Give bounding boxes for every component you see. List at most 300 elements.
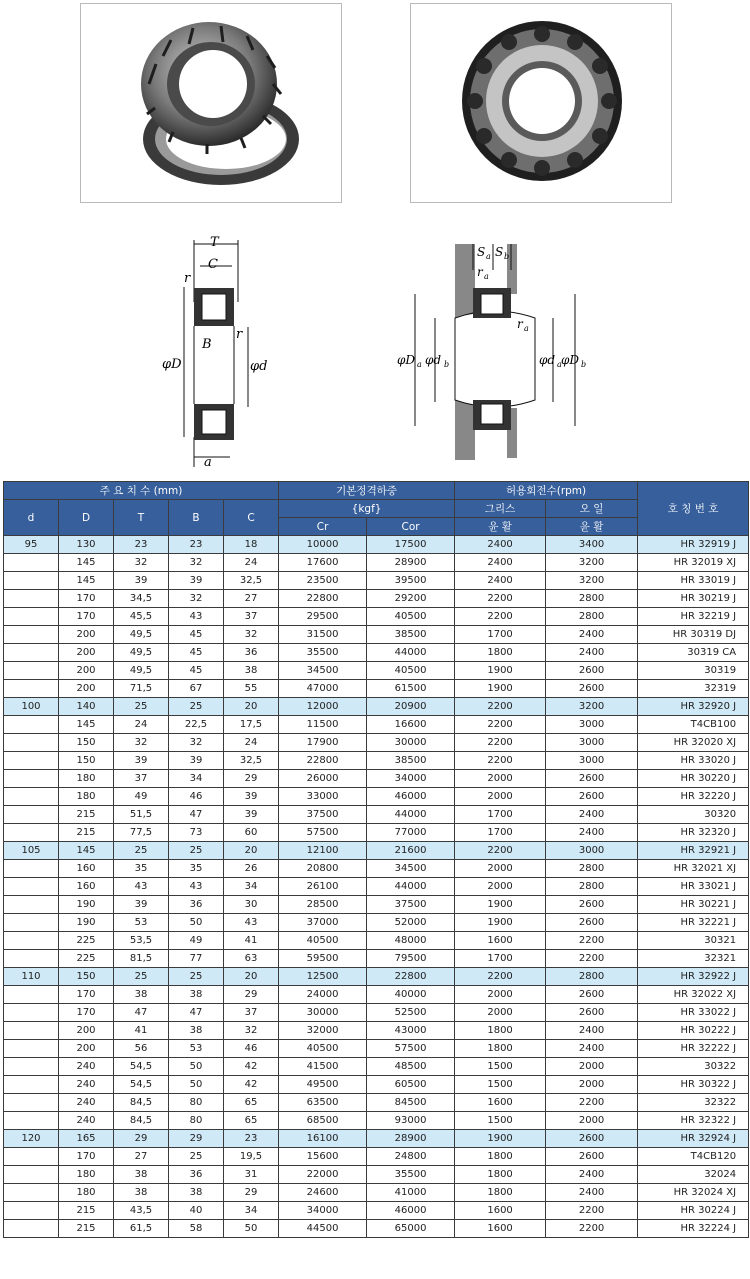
table-row [4, 554, 749, 572]
cell-C: 30 [224, 896, 279, 914]
table-row [4, 1148, 749, 1166]
cell-d [4, 1058, 59, 1076]
label-phi-da: φd [539, 353, 556, 367]
cell-oil: 2600 [546, 770, 638, 788]
cell-oil: 2800 [546, 878, 638, 896]
cell-code: HR 32220 J [638, 788, 749, 806]
cell-T: 29 [114, 1130, 169, 1148]
cell-cor: 40500 [367, 662, 455, 680]
cell-code: HR 30222 J [638, 1022, 749, 1040]
cell-oil: 2600 [546, 986, 638, 1004]
cell-oil: 2600 [546, 788, 638, 806]
table-row [4, 1112, 749, 1130]
cell-d [4, 626, 59, 644]
cell-T: 61,5 [114, 1220, 169, 1238]
cell-D: 145 [59, 842, 114, 860]
cell-cr: 29500 [279, 608, 367, 626]
cell-code: HR 30322 J [638, 1076, 749, 1094]
cell-C: 39 [224, 806, 279, 824]
cell-d [4, 806, 59, 824]
cell-B: 39 [169, 752, 224, 770]
cell-cor: 40000 [367, 986, 455, 1004]
cell-d [4, 554, 59, 572]
cell-B: 25 [169, 842, 224, 860]
cell-cr: 34500 [279, 662, 367, 680]
table-row [4, 878, 749, 896]
label-r-sub-outer: a [484, 272, 489, 281]
cell-code: HR 33020 J [638, 752, 749, 770]
cell-cor: 37500 [367, 896, 455, 914]
cell-C: 18 [224, 536, 279, 554]
cell-B: 25 [169, 1148, 224, 1166]
cell-T: 49 [114, 788, 169, 806]
header-oil-1: 오 일 [546, 500, 638, 518]
cell-d [4, 1040, 59, 1058]
cell-d [4, 734, 59, 752]
cell-d [4, 824, 59, 842]
cell-B: 23 [169, 536, 224, 554]
cell-T: 43,5 [114, 1202, 169, 1220]
table-row [4, 860, 749, 878]
table-row [4, 608, 749, 626]
cell-d [4, 1202, 59, 1220]
cell-grease: 1800 [455, 644, 546, 662]
cell-B: 80 [169, 1112, 224, 1130]
cell-grease: 2200 [455, 608, 546, 626]
cell-oil: 2200 [546, 1094, 638, 1112]
cell-B: 36 [169, 1166, 224, 1184]
cell-C: 34 [224, 878, 279, 896]
cell-grease: 1900 [455, 680, 546, 698]
header-cr: Cr [279, 518, 367, 536]
cell-B: 40 [169, 1202, 224, 1220]
cell-B: 73 [169, 824, 224, 842]
cell-T: 54,5 [114, 1076, 169, 1094]
cell-code: HR 32320 J [638, 824, 749, 842]
label-r-inner-a: r [517, 317, 523, 331]
cell-T: 39 [114, 752, 169, 770]
cell-code: HR 32022 XJ [638, 986, 749, 1004]
cell-T: 49,5 [114, 662, 169, 680]
cell-oil: 2600 [546, 1004, 638, 1022]
cell-cr: 22800 [279, 590, 367, 608]
cell-grease: 2000 [455, 788, 546, 806]
cell-C: 24 [224, 554, 279, 572]
cell-D: 180 [59, 1184, 114, 1202]
label-phi-D: φD [162, 357, 182, 372]
table-row [4, 1094, 749, 1112]
table-row [4, 1076, 749, 1094]
cell-d [4, 590, 59, 608]
header-code: 호 칭 번 호 [638, 482, 749, 536]
cell-cr: 24000 [279, 986, 367, 1004]
cell-grease: 1600 [455, 1202, 546, 1220]
table-row [4, 1022, 749, 1040]
cell-T: 27 [114, 1148, 169, 1166]
cell-grease: 1700 [455, 824, 546, 842]
label-db-sub: b [444, 360, 450, 369]
cell-T: 45,5 [114, 608, 169, 626]
cell-C: 65 [224, 1094, 279, 1112]
cell-D: 145 [59, 572, 114, 590]
cell-code: HR 32920 J [638, 698, 749, 716]
label-S-b: S [495, 245, 504, 259]
cell-T: 49,5 [114, 626, 169, 644]
table-row [4, 1130, 749, 1148]
cell-cor: 40500 [367, 608, 455, 626]
cell-B: 22,5 [169, 716, 224, 734]
table-row [4, 788, 749, 806]
cell-oil: 3000 [546, 716, 638, 734]
cell-D: 170 [59, 986, 114, 1004]
cell-D: 180 [59, 788, 114, 806]
bearing-spec-table [3, 481, 749, 1238]
table-row [4, 932, 749, 950]
cell-B: 47 [169, 1004, 224, 1022]
header-basic-load: 기본정격하중 [279, 482, 455, 500]
table-row [4, 734, 749, 752]
cell-oil: 2400 [546, 626, 638, 644]
cell-grease: 2200 [455, 968, 546, 986]
header-grease-2: 윤 활 [455, 518, 546, 536]
cell-cor: 61500 [367, 680, 455, 698]
cell-cor: 22800 [367, 968, 455, 986]
cell-T: 43 [114, 878, 169, 896]
cell-grease: 2200 [455, 590, 546, 608]
table-row [4, 716, 749, 734]
cell-code: 32321 [638, 950, 749, 968]
cell-d [4, 950, 59, 968]
cell-code: T4CB100 [638, 716, 749, 734]
cell-code: HR 32219 J [638, 608, 749, 626]
cell-d: 110 [4, 968, 59, 986]
cell-C: 60 [224, 824, 279, 842]
cell-T: 25 [114, 698, 169, 716]
cell-T: 77,5 [114, 824, 169, 842]
cell-d [4, 1166, 59, 1184]
header-B: B [169, 500, 224, 536]
cell-grease: 1900 [455, 1130, 546, 1148]
cell-cr: 20800 [279, 860, 367, 878]
cell-C: 37 [224, 1004, 279, 1022]
cell-code: HR 32322 J [638, 1112, 749, 1130]
cell-D: 160 [59, 878, 114, 896]
cell-D: 170 [59, 608, 114, 626]
cell-C: 20 [224, 968, 279, 986]
cell-cr: 28500 [279, 896, 367, 914]
table-row [4, 1058, 749, 1076]
cell-d: 105 [4, 842, 59, 860]
cell-C: 27 [224, 590, 279, 608]
cell-T: 71,5 [114, 680, 169, 698]
label-C: C [208, 257, 218, 272]
cell-cr: 22000 [279, 1166, 367, 1184]
cell-cr: 49500 [279, 1076, 367, 1094]
cell-T: 38 [114, 986, 169, 1004]
cell-grease: 1900 [455, 896, 546, 914]
cell-d [4, 1004, 59, 1022]
cell-oil: 2200 [546, 1220, 638, 1238]
cell-D: 225 [59, 932, 114, 950]
cell-cr: 16100 [279, 1130, 367, 1148]
cell-cr: 34000 [279, 1202, 367, 1220]
cell-D: 190 [59, 914, 114, 932]
cell-B: 32 [169, 734, 224, 752]
cell-T: 38 [114, 1166, 169, 1184]
table-row [4, 752, 749, 770]
table-row [4, 986, 749, 1004]
cell-d [4, 1148, 59, 1166]
cell-code: 30319 CA [638, 644, 749, 662]
cell-grease: 2200 [455, 842, 546, 860]
cell-C: 42 [224, 1076, 279, 1094]
bearing-image-angled [81, 4, 341, 202]
cell-d [4, 932, 59, 950]
cell-grease: 1700 [455, 950, 546, 968]
cell-cor: 24800 [367, 1148, 455, 1166]
cell-B: 50 [169, 914, 224, 932]
cell-d: 95 [4, 536, 59, 554]
cell-cr: 44500 [279, 1220, 367, 1238]
cell-B: 45 [169, 662, 224, 680]
cell-cr: 24600 [279, 1184, 367, 1202]
cell-grease: 1800 [455, 1184, 546, 1202]
cell-d: 100 [4, 698, 59, 716]
header-T: T [114, 500, 169, 536]
label-S-sub-b: b [504, 252, 510, 261]
cell-code: HR 32021 XJ [638, 860, 749, 878]
cell-grease: 1500 [455, 1058, 546, 1076]
header-kgf: {kgf} [279, 500, 455, 518]
header-D: D [59, 500, 114, 536]
cell-C: 29 [224, 1184, 279, 1202]
cell-code: 32322 [638, 1094, 749, 1112]
cell-cr: 32000 [279, 1022, 367, 1040]
cell-cr: 30000 [279, 1004, 367, 1022]
spec-table-body [4, 536, 749, 1238]
cell-cor: 34000 [367, 770, 455, 788]
header-grease-1: 그리스 [455, 500, 546, 518]
cell-cor: 52500 [367, 1004, 455, 1022]
cell-D: 200 [59, 1040, 114, 1058]
cell-D: 200 [59, 680, 114, 698]
table-row [4, 914, 749, 932]
cell-oil: 2400 [546, 824, 638, 842]
cell-cr: 35500 [279, 644, 367, 662]
cell-T: 23 [114, 536, 169, 554]
cell-D: 150 [59, 734, 114, 752]
label-r-inner: r [236, 327, 243, 342]
cell-oil: 2400 [546, 1184, 638, 1202]
cell-oil: 3200 [546, 554, 638, 572]
cell-d [4, 878, 59, 896]
label-S-sub-a: a [486, 252, 491, 261]
cell-B: 38 [169, 986, 224, 1004]
cell-d: 120 [4, 1130, 59, 1148]
cell-cr: 31500 [279, 626, 367, 644]
cell-grease: 1600 [455, 1220, 546, 1238]
cell-C: 29 [224, 986, 279, 1004]
cell-B: 53 [169, 1040, 224, 1058]
cell-B: 34 [169, 770, 224, 788]
cell-T: 49,5 [114, 644, 169, 662]
table-row [4, 842, 749, 860]
cell-cr: 47000 [279, 680, 367, 698]
cell-grease: 2400 [455, 572, 546, 590]
cell-oil: 2000 [546, 1112, 638, 1130]
cell-grease: 1800 [455, 1022, 546, 1040]
cell-C: 32,5 [224, 572, 279, 590]
cell-grease: 2000 [455, 986, 546, 1004]
cell-code: 32319 [638, 680, 749, 698]
cell-cr: 22800 [279, 752, 367, 770]
cell-cr: 40500 [279, 932, 367, 950]
cell-T: 34,5 [114, 590, 169, 608]
cell-cr: 63500 [279, 1094, 367, 1112]
table-row [4, 626, 749, 644]
cell-d [4, 896, 59, 914]
cell-T: 32 [114, 554, 169, 572]
cell-T: 54,5 [114, 1058, 169, 1076]
cell-D: 215 [59, 806, 114, 824]
cell-cor: 77000 [367, 824, 455, 842]
cell-cr: 26100 [279, 878, 367, 896]
cell-cr: 17900 [279, 734, 367, 752]
cell-T: 35 [114, 860, 169, 878]
cell-oil: 2000 [546, 1058, 638, 1076]
cell-D: 190 [59, 896, 114, 914]
cell-T: 32 [114, 734, 169, 752]
cell-oil: 2600 [546, 914, 638, 932]
cell-cor: 17500 [367, 536, 455, 554]
cell-T: 38 [114, 1184, 169, 1202]
cell-D: 200 [59, 662, 114, 680]
cell-C: 42 [224, 1058, 279, 1076]
cell-B: 35 [169, 860, 224, 878]
cell-T: 25 [114, 842, 169, 860]
cell-B: 58 [169, 1220, 224, 1238]
cell-B: 45 [169, 626, 224, 644]
cell-code: HR 33021 J [638, 878, 749, 896]
cell-T: 24 [114, 716, 169, 734]
cell-grease: 1800 [455, 1166, 546, 1184]
cell-cr: 33000 [279, 788, 367, 806]
cell-grease: 2000 [455, 878, 546, 896]
cell-T: 81,5 [114, 950, 169, 968]
cell-B: 38 [169, 1184, 224, 1202]
table-row [4, 572, 749, 590]
cell-T: 39 [114, 896, 169, 914]
cell-C: 38 [224, 662, 279, 680]
header-cor: Cor [367, 518, 455, 536]
cell-C: 39 [224, 788, 279, 806]
label-phi-Db: φD [561, 353, 580, 367]
cell-C: 43 [224, 914, 279, 932]
cell-oil: 3200 [546, 572, 638, 590]
cell-d [4, 644, 59, 662]
cell-cor: 84500 [367, 1094, 455, 1112]
cell-grease: 1900 [455, 914, 546, 932]
cell-code: HR 32024 XJ [638, 1184, 749, 1202]
cell-code: 30319 [638, 662, 749, 680]
cell-C: 29 [224, 770, 279, 788]
cell-oil: 2600 [546, 1148, 638, 1166]
cell-cor: 43000 [367, 1022, 455, 1040]
cell-code: HR 33022 J [638, 1004, 749, 1022]
cell-oil: 2800 [546, 860, 638, 878]
cell-oil: 2000 [546, 1076, 638, 1094]
cell-grease: 1800 [455, 1148, 546, 1166]
cell-D: 200 [59, 1022, 114, 1040]
table-row [4, 1040, 749, 1058]
cell-B: 38 [169, 1022, 224, 1040]
bearing-photo-left [80, 3, 342, 203]
cell-T: 53 [114, 914, 169, 932]
cell-T: 56 [114, 1040, 169, 1058]
cell-cr: 12500 [279, 968, 367, 986]
cell-d [4, 752, 59, 770]
table-row [4, 698, 749, 716]
cell-B: 47 [169, 806, 224, 824]
cell-B: 50 [169, 1076, 224, 1094]
cell-cr: 10000 [279, 536, 367, 554]
table-row [4, 770, 749, 788]
cell-oil: 2600 [546, 662, 638, 680]
cell-grease: 2200 [455, 734, 546, 752]
cell-D: 145 [59, 554, 114, 572]
cell-B: 29 [169, 1130, 224, 1148]
cell-D: 215 [59, 1220, 114, 1238]
cell-C: 32 [224, 1022, 279, 1040]
cell-cor: 28900 [367, 554, 455, 572]
cell-d [4, 914, 59, 932]
cell-C: 23 [224, 1130, 279, 1148]
cell-code: 30322 [638, 1058, 749, 1076]
label-Db-sub: b [581, 360, 587, 369]
cell-D: 240 [59, 1094, 114, 1112]
bearing-photo-right [410, 3, 672, 203]
table-row [4, 590, 749, 608]
cell-D: 170 [59, 1148, 114, 1166]
cell-B: 67 [169, 680, 224, 698]
cell-oil: 2400 [546, 644, 638, 662]
cell-d [4, 608, 59, 626]
cell-C: 31 [224, 1166, 279, 1184]
cell-oil: 2400 [546, 1166, 638, 1184]
cell-cor: 28900 [367, 1130, 455, 1148]
label-r-sub-inner: a [524, 324, 529, 333]
cell-code: 32024 [638, 1166, 749, 1184]
cell-oil: 3000 [546, 842, 638, 860]
cell-grease: 1600 [455, 932, 546, 950]
cell-cor: 34500 [367, 860, 455, 878]
cell-C: 37 [224, 608, 279, 626]
cell-code: HR 32919 J [638, 536, 749, 554]
cell-d [4, 1184, 59, 1202]
cell-cr: 12100 [279, 842, 367, 860]
cell-cr: 23500 [279, 572, 367, 590]
cell-oil: 2400 [546, 1040, 638, 1058]
cell-T: 84,5 [114, 1112, 169, 1130]
cell-D: 200 [59, 644, 114, 662]
cell-cr: 41500 [279, 1058, 367, 1076]
label-a: a [204, 455, 212, 470]
cell-D: 215 [59, 824, 114, 842]
cell-cr: 26000 [279, 770, 367, 788]
cell-oil: 2800 [546, 590, 638, 608]
cell-D: 180 [59, 1166, 114, 1184]
cell-code: 30321 [638, 932, 749, 950]
